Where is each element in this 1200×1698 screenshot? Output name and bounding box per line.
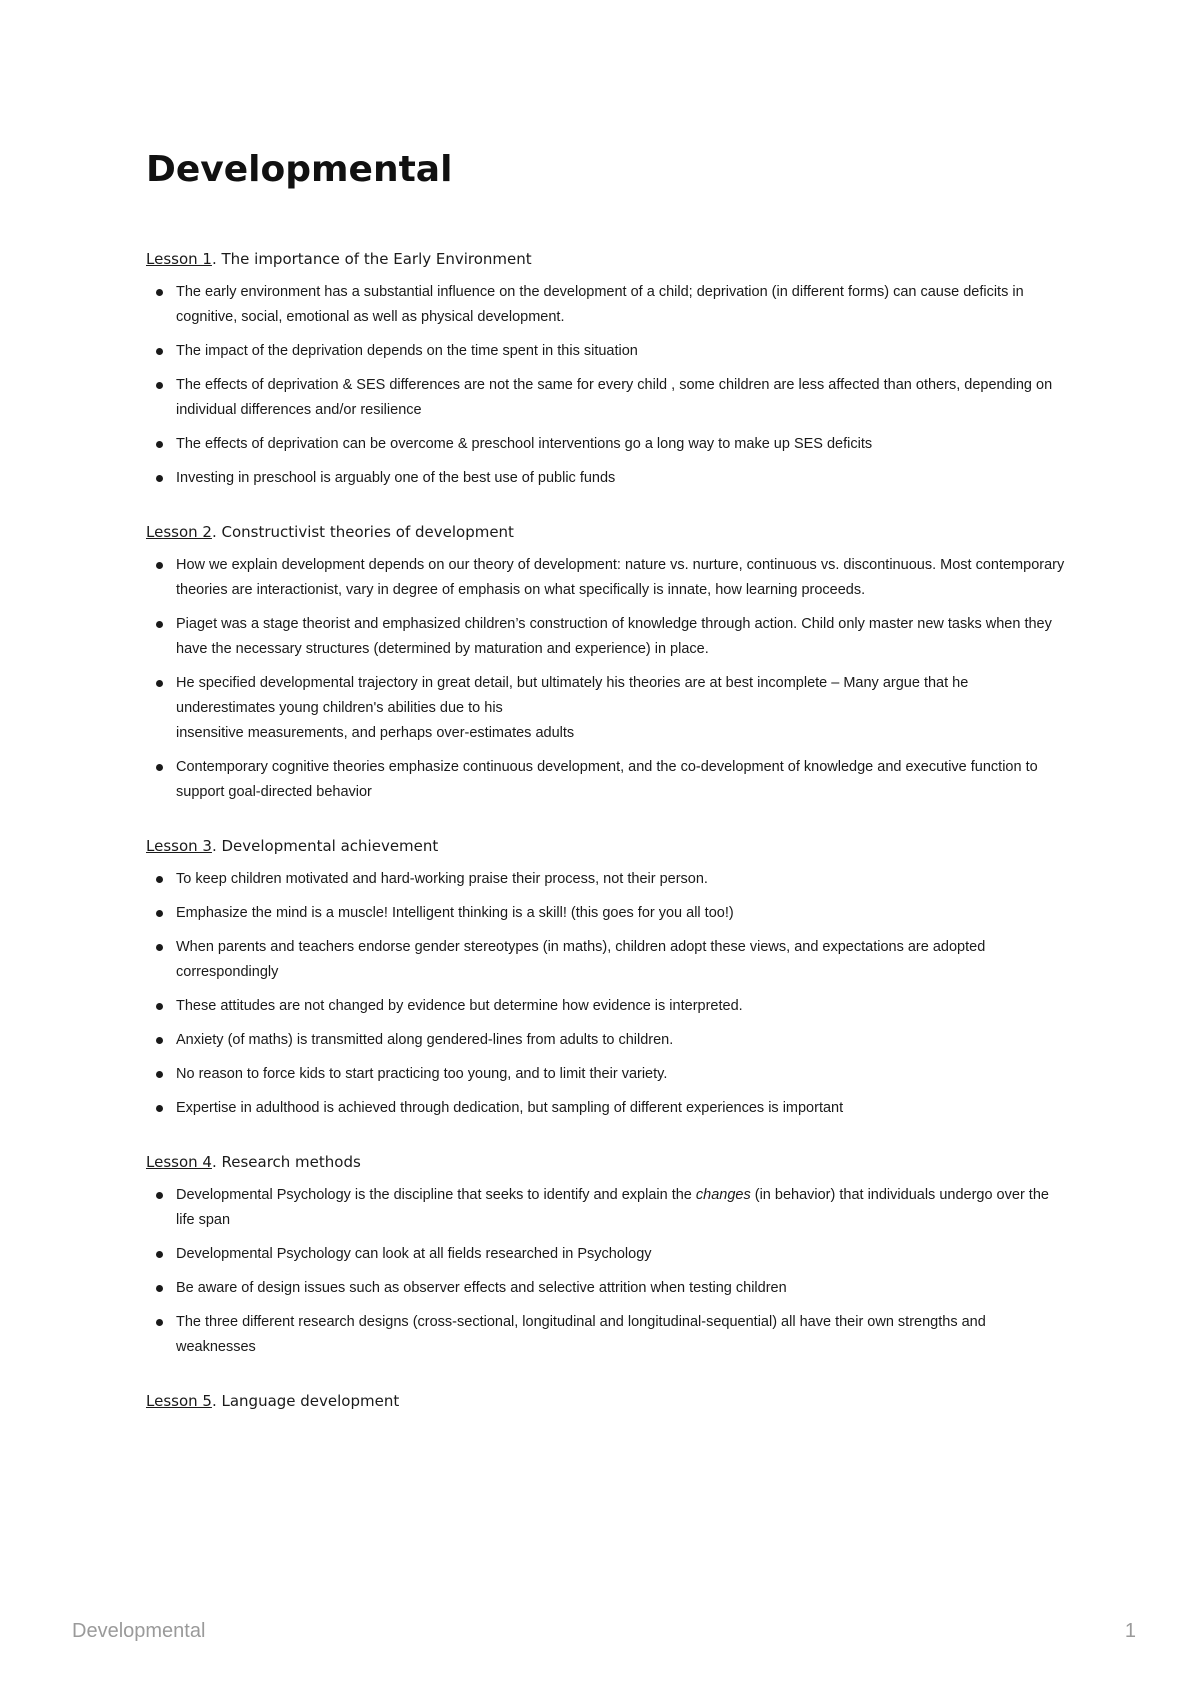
- bullet-icon: [156, 1285, 163, 1292]
- footer-page-number: 1: [1124, 1620, 1136, 1642]
- list-item: [146, 466, 1066, 491]
- lesson-heading: [146, 835, 1066, 857]
- list-item: [146, 612, 1066, 662]
- list-item-text: Anxiety (of maths) is transmitted along gendered-lines from adults to children.: [176, 1032, 674, 1048]
- list-item: [146, 994, 1066, 1019]
- list-item: [146, 373, 1066, 423]
- bullet-icon: [156, 382, 163, 389]
- list-item-text: To keep children motivated and hard-working praise their process, not their person.: [176, 871, 708, 887]
- bullet-icon: [156, 1003, 163, 1010]
- bullet-list: [146, 867, 1066, 1121]
- list-item: [146, 901, 1066, 926]
- bullet-icon: [156, 680, 163, 687]
- bullet-icon: [156, 1071, 163, 1078]
- list-item: [146, 867, 1066, 892]
- list-item: [146, 432, 1066, 457]
- bullet-icon: [156, 348, 163, 355]
- bullet-list: [146, 1183, 1066, 1360]
- list-item-text-continued: (in behavior) that individuals undergo over the life span: [176, 1187, 1049, 1228]
- list-item-text: The effects of deprivation can be overcome & preschool interventions go a long way to make up SES deficits: [176, 436, 873, 452]
- list-item-text: Contemporary cognitive theories emphasize continuous development, and the co-development of knowledge and executive function to support goal-directed behavior: [176, 759, 1038, 800]
- lesson-heading: [146, 248, 1066, 270]
- list-item-text: No reason to force kids to start practicing too young, and to limit their variety.: [176, 1066, 668, 1082]
- lesson-section-2: [146, 521, 1066, 805]
- lesson-section-1: [146, 248, 1066, 491]
- emphasized-text: changes: [695, 1187, 751, 1203]
- list-item-text: Emphasize the mind is a muscle! Intelligent thinking is a skill! (this goes for you all too!): [176, 905, 734, 921]
- list-item: [146, 280, 1066, 330]
- bullet-icon: [156, 621, 163, 628]
- lesson-title: . Language development: [211, 1392, 400, 1410]
- lesson-link-5[interactable]: Lesson 5: [146, 1392, 212, 1410]
- bullet-icon: [156, 876, 163, 883]
- lesson-title: . Constructivist theories of development: [211, 523, 514, 541]
- bullet-icon: [156, 441, 163, 448]
- list-item: [146, 935, 1066, 985]
- lesson-link-1[interactable]: Lesson 1: [146, 250, 212, 268]
- lesson-section-4: [146, 1151, 1066, 1360]
- list-item: [146, 1062, 1066, 1087]
- bullet-icon: [156, 1319, 163, 1326]
- lesson-link-4[interactable]: Lesson 4: [146, 1153, 212, 1171]
- bullet-icon: [156, 562, 163, 569]
- list-item-text: Developmental Psychology can look at all fields researched in Psychology: [176, 1246, 652, 1262]
- list-item: [146, 553, 1066, 603]
- list-item: [146, 1096, 1066, 1121]
- lesson-title: . Research methods: [211, 1153, 361, 1171]
- list-item-text: Be aware of design issues such as observer effects and selective attrition when testing children: [176, 1280, 787, 1296]
- bullet-icon: [156, 1251, 163, 1258]
- bullet-list: [146, 280, 1066, 491]
- bullet-icon: [156, 475, 163, 482]
- list-item: [146, 755, 1066, 805]
- list-item: [146, 339, 1066, 364]
- bullet-icon: [156, 1037, 163, 1044]
- list-item-text: He specified developmental trajectory in great detail, but ultimately his theories are at best incomplete – Many argue that he underestimates young children's abilities due to his: [176, 675, 969, 716]
- bullet-icon: [156, 944, 163, 951]
- list-item-text: The effects of deprivation & SES differences are not the same for every child , some children are less affected than others, depending on individual differences and/or resilience: [176, 377, 1053, 418]
- list-item-text: Piaget was a stage theorist and emphasized children’s construction of knowledge through action. Child only master new tasks when they have the necessary structures (determined by maturation and experience) in place.: [176, 616, 1052, 657]
- lesson-heading: [146, 1390, 1066, 1412]
- bullet-icon: [156, 764, 163, 771]
- list-item-text: The impact of the deprivation depends on the time spent in this situation: [176, 343, 638, 359]
- list-item-text: These attitudes are not changed by evidence but determine how evidence is interpreted.: [176, 998, 743, 1014]
- lesson-title: . Developmental achievement: [211, 837, 439, 855]
- bullet-list: [146, 553, 1066, 805]
- list-item-text-continued: insensitive measurements, and perhaps over-estimates adults: [176, 725, 575, 741]
- bullet-icon: [156, 289, 163, 296]
- list-item-text: Expertise in adulthood is achieved through dedication, but sampling of different experiences is important: [176, 1100, 844, 1116]
- lesson-link-2[interactable]: Lesson 2: [146, 523, 212, 541]
- bullet-icon: [156, 910, 163, 917]
- list-item-text: Investing in preschool is arguably one of the best use of public funds: [176, 470, 616, 486]
- lesson-heading: [146, 1151, 1066, 1173]
- bullet-icon: [156, 1192, 163, 1199]
- lesson-title: . The importance of the Early Environment: [211, 250, 532, 268]
- bullet-icon: [156, 1105, 163, 1112]
- lesson-link-3[interactable]: Lesson 3: [146, 837, 212, 855]
- list-item-text: Developmental Psychology is the discipline that seeks to identify and explain the: [176, 1187, 696, 1203]
- document-page: [146, 148, 1066, 1442]
- list-item-text: How we explain development depends on our theory of development: nature vs. nurture, continuous vs. discontinuous. Most contemporary theories are interactionist, vary in degree of emphasis on what specifically is innate, how learning proceeds.: [176, 557, 1065, 598]
- footer-document-title: Developmental: [72, 1620, 206, 1642]
- list-item: [146, 1310, 1066, 1360]
- list-item-text: The three different research designs (cross-sectional, longitudinal and longitudinal-sequential) all have their own strengths and weaknesses: [176, 1314, 986, 1355]
- page-title: Developmental: [146, 149, 453, 190]
- lesson-section-3: [146, 835, 1066, 1121]
- list-item-text: When parents and teachers endorse gender stereotypes (in maths), children adopt these views, and expectations are adopted correspondingly: [176, 939, 986, 980]
- list-item: [146, 671, 1066, 746]
- list-item: [146, 1028, 1066, 1053]
- list-item: [146, 1242, 1066, 1267]
- list-item-text: The early environment has a substantial influence on the development of a child; deprivation (in different forms) can cause deficits in cognitive, social, emotional as well as physical development.: [176, 284, 1024, 325]
- lesson-section-5: [146, 1390, 1066, 1412]
- lesson-heading: [146, 521, 1066, 543]
- list-item: [146, 1183, 1066, 1233]
- list-item: [146, 1276, 1066, 1301]
